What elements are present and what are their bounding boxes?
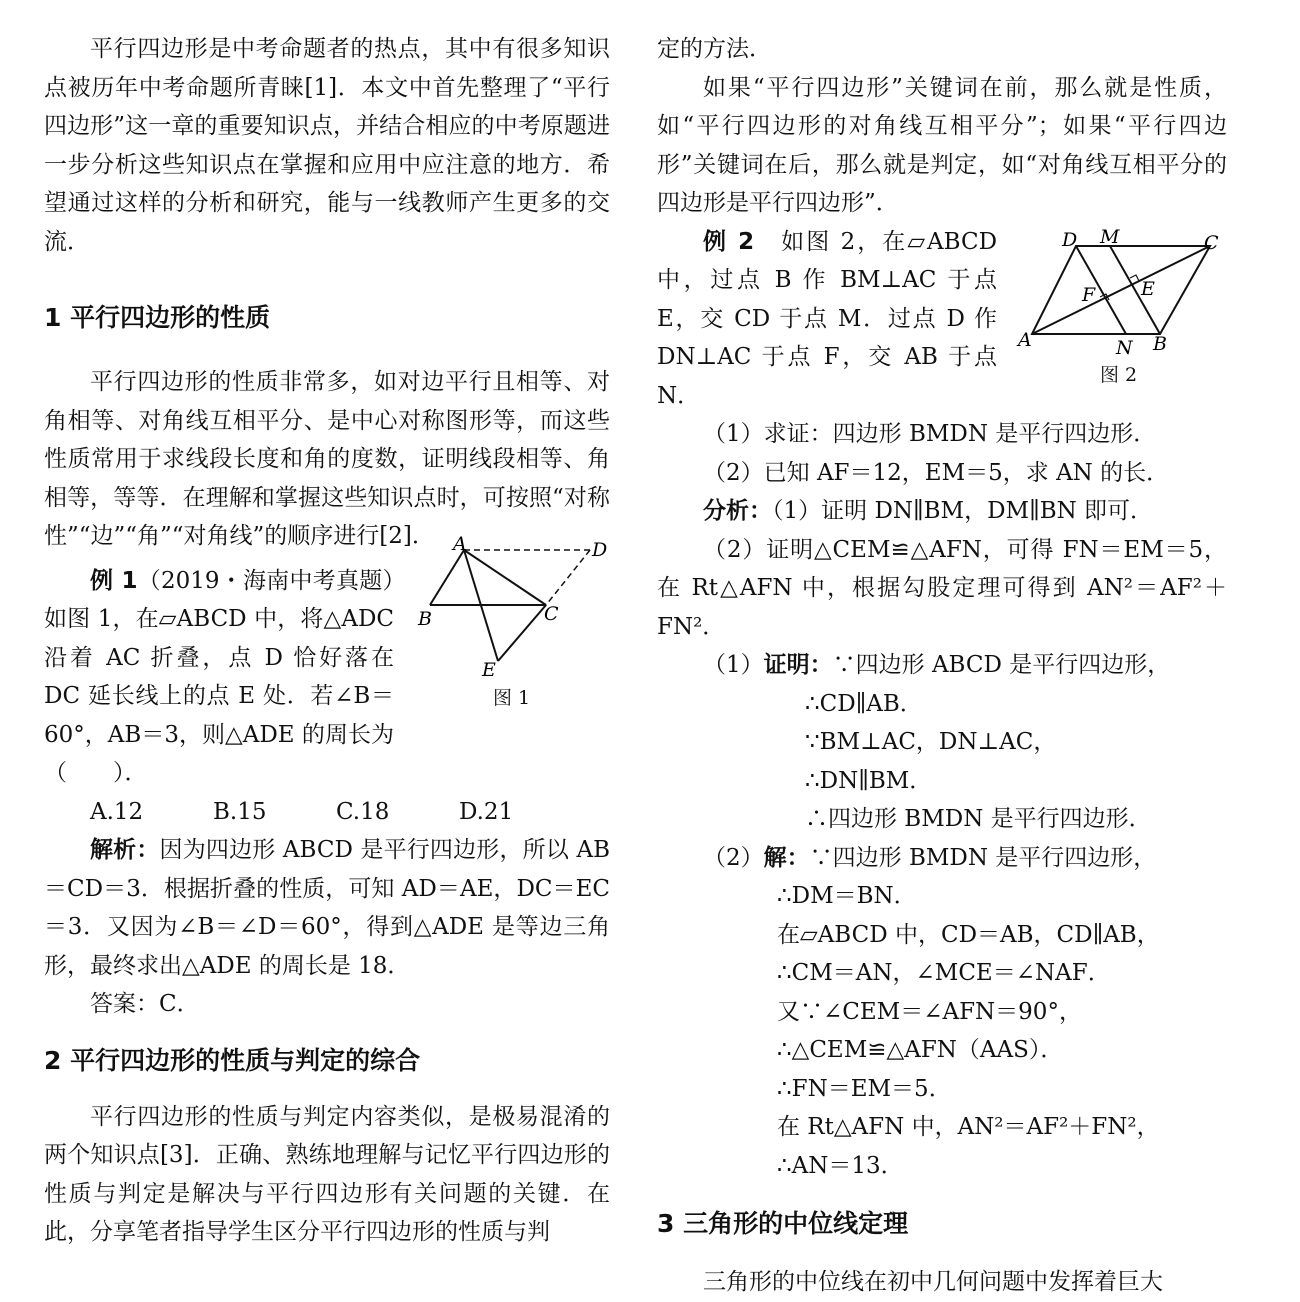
- proof-1-line-3: ∵BM⊥AC，DN⊥AC，: [805, 729, 1057, 755]
- analysis-1: [657, 492, 1227, 531]
- proof-2-line-6: ∴△CEM≌△AFN（AAS）．: [777, 1037, 1064, 1063]
- proof-2-line-5: 又∵∠CEM＝∠AFN＝90°，: [777, 998, 1082, 1025]
- choice-a: A.12: [90, 798, 144, 825]
- fig2-label-n: N: [1116, 337, 1133, 359]
- proof-2-line-2: ∴DM＝BN．: [777, 883, 917, 909]
- proof-2-line-3: 在▱ABCD 中，CD＝AB，CD∥AB，: [777, 921, 1160, 948]
- fig2-label-e: E: [1141, 278, 1155, 300]
- section-3-paragraph: 三角形的中位线在初中几何问题中发挥着巨大: [703, 1269, 1163, 1295]
- proof-2-line-7: ∴FN＝EM＝5．: [777, 1075, 952, 1102]
- choice-d: D.21: [459, 798, 514, 825]
- proof-2-line-8: 在 Rt△AFN 中，AN²＝AF²＋FN²，: [777, 1114, 1160, 1140]
- analysis-label: 分析：: [703, 498, 772, 524]
- choice-c: C.18: [336, 798, 390, 825]
- fig2-label-m: M: [1100, 226, 1120, 248]
- section-1-heading: 1 平行四边形的性质: [44, 303, 271, 332]
- example-2-label: 例 2: [703, 228, 755, 255]
- example-2: [657, 223, 997, 416]
- proof-label: 证明：: [763, 652, 833, 678]
- section-2-heading: 2 平行四边形的性质与判定的综合: [44, 1045, 421, 1075]
- section-3-heading: 3 三角形的中位线定理: [657, 1209, 909, 1238]
- fig2-label-c: C: [1204, 232, 1219, 254]
- fig1-label-c: C: [544, 603, 559, 625]
- question-2: （2）已知 AF＝12，EM＝5，求 AN 的长．: [703, 459, 1170, 486]
- figure-1-diagram: [410, 530, 625, 680]
- continued-text: 定的方法．: [657, 36, 772, 62]
- fig1-label-e: E: [482, 659, 496, 680]
- fig2-label-f: F: [1082, 284, 1096, 306]
- solution-label: 解析：: [90, 837, 160, 863]
- right-column: [657, 0, 1227, 1302]
- analysis-1-text: （1）证明 DN∥BM，DM∥BN 即可．: [772, 498, 1154, 524]
- solution-2-label: 解：: [763, 844, 810, 871]
- fig2-label-b: B: [1153, 333, 1167, 355]
- example-1-text: （2019・海南中考真题）如图 1，在▱ABCD 中，将△ADC 沿着 AC 折叠，点 D 恰好落在 DC 延长线上的点 E 处．若∠B＝60°，AB＝3，则△ADE 的周长为（ ）．: [44, 567, 394, 786]
- fig2-label-d: D: [1062, 229, 1078, 251]
- answer-line: 答案：C．: [90, 991, 200, 1017]
- fig1-label-a: A: [453, 533, 467, 555]
- proof-1-line-4: ∴DN∥BM．: [805, 767, 933, 794]
- solution-paragraph: [44, 831, 610, 985]
- section-2-paragraph: 平行四边形的性质与判定内容类似，是极易混淆的两个知识点[3]．正确、熟练地理解与记忆平行四边形的性质与判定是解决与平行四边形有关问题的关键．在此，分享笔者指导学生区分平行四边形的性质与判: [44, 1103, 610, 1245]
- proof-1-line-2: ∴CD∥AB．: [805, 690, 923, 717]
- figure-2-caption: 图 2: [1100, 364, 1138, 386]
- example-1-label: 例 1: [90, 567, 138, 594]
- solution-text: 因为四边形 ABCD 是平行四边形，所以 AB＝CD＝3．根据折叠的性质，可知 AD＝AE，DC＝EC＝3．又因为∠B＝∠D＝60°，得到△ADE 是等边三角形，最终求出△ADE 的周长是 18．: [44, 837, 611, 979]
- proof-2-line-4: ∴CM＝AN，∠MCE＝∠NAF．: [777, 960, 1111, 986]
- question-1: （1）求证：四边形 BMDN 是平行四边形．: [703, 421, 1157, 447]
- figure-2-diagram: [1012, 226, 1232, 361]
- figure-1-caption: 图 1: [493, 687, 531, 709]
- proof-2-line-9: ∴AN＝13．: [777, 1152, 904, 1179]
- fig1-label-b: B: [418, 608, 432, 630]
- fig1-label-d: D: [592, 539, 608, 561]
- fig2-label-a: A: [1018, 329, 1032, 351]
- analysis-2: （2）证明△CEM≌△AFN，可得 FN＝EM＝5，在 Rt△AFN 中，根据勾股定理可得到 AN²＝AF²＋FN²．: [657, 536, 1227, 640]
- choice-b: B.15: [213, 798, 267, 825]
- proof-2-head: （2）解：∵四边形 BMDN 是平行四边形，: [703, 844, 1157, 871]
- right-paragraph-1: 如果“平行四边形”关键词在前，那么就是性质，如“平行四边形的对角线互相平分”；如果“平行四边形”关键词在后，那么就是判定，如“对角线互相平分的四边形是平行四边形”．: [657, 74, 1227, 216]
- example-2-text: 如图 2，在▱ABCD 中，过点 B 作 BM⊥AC 于点 E，交 CD 于点 M．过点 D 作 DN⊥AC 于点 F，交 AB 于点 N．: [657, 228, 998, 409]
- proof-1-line-5: ∴四边形 BMDN 是平行四边形．: [805, 806, 1152, 832]
- answer-choices: [44, 793, 610, 832]
- section-1-paragraph: 平行四边形的性质非常多，如对边平行且相等、对角相等、对角线互相平分、是中心对称图形等，而这些性质常用于求线段长度和角的度数，证明线段相等、角相等，等等．在理解和掌握这些知识点时，可按照“对称性”“边”“角”“对角线”的顺序进行[2]．: [44, 369, 610, 549]
- proof-1-head: （1）证明：∵四边形 ABCD 是平行四边形，: [703, 652, 1171, 678]
- intro-paragraph: 平行四边形是中考命题者的热点，其中有很多知识点被历年中考命题所青睐[1]．本文中首先整理了“平行四边形”这一章的重要知识点，并结合相应的中考原题进一步分析这些知识点在掌握和应用中应注意的地方．希望通过这样的分析和研究，能与一线教师产生更多的交流．: [44, 36, 610, 255]
